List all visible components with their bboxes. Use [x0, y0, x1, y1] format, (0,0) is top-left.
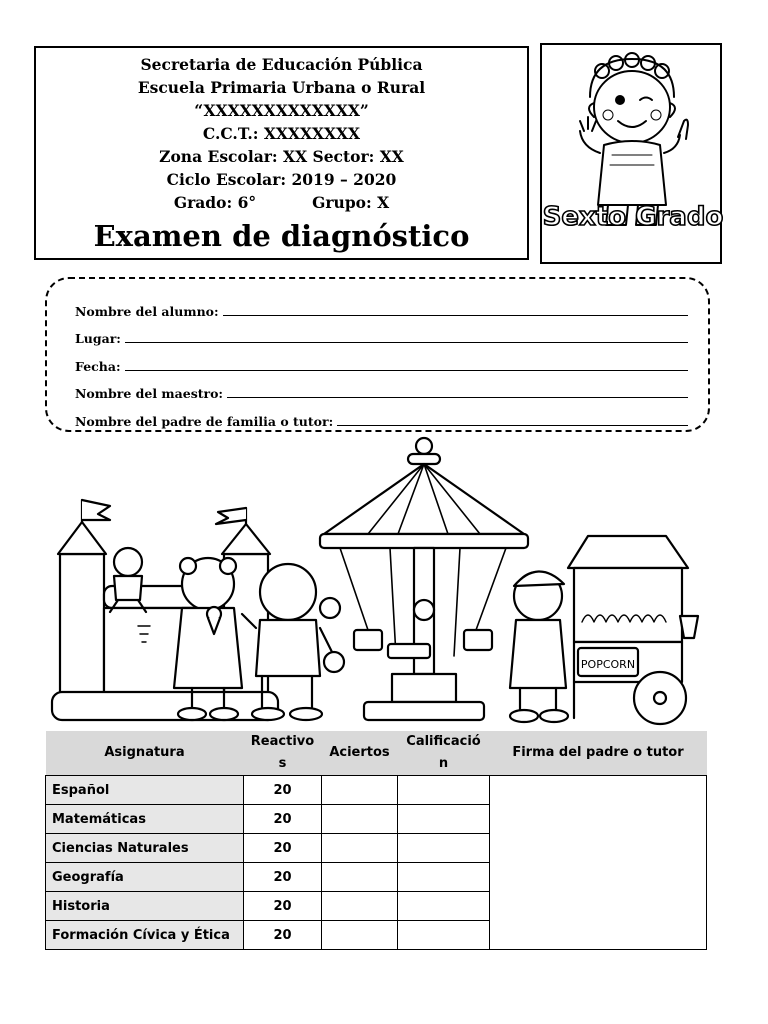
header-asignatura: Asignatura	[46, 731, 244, 776]
aciertos-cell[interactable]	[322, 834, 398, 863]
field-label: Fecha:	[75, 358, 121, 374]
field-label: Nombre del maestro:	[75, 386, 224, 401]
calificacion-cell[interactable]	[398, 805, 490, 834]
reactivos-cell: 20	[244, 776, 322, 805]
grades-table	[45, 731, 707, 950]
header-firma: Firma del padre o tutor	[490, 731, 707, 776]
aciertos-cell[interactable]	[322, 805, 398, 834]
sexto-grado-text: Sexto Grado	[542, 202, 724, 232]
aciertos-cell[interactable]	[322, 863, 398, 892]
popcorn-sign-text: POPCORN	[580, 658, 636, 671]
subject-cell: Geografía	[46, 863, 244, 892]
field-lugar	[75, 319, 688, 347]
popcorn-cart-icon	[568, 536, 698, 724]
reactivos-cell: 20	[244, 805, 322, 834]
calificacion-cell[interactable]	[398, 921, 490, 950]
child-cartoon-icon	[542, 45, 724, 266]
bounce-castle-icon	[52, 500, 278, 720]
grade-logo	[540, 43, 722, 264]
header-line-secretaria: Secretaria de Educación Pública	[140, 55, 423, 74]
swing-carousel-icon	[320, 438, 528, 720]
blank-line[interactable]	[223, 314, 688, 316]
subject-cell: Matemáticas	[46, 805, 244, 834]
blank-line[interactable]	[337, 424, 688, 426]
field-padre-tutor	[75, 401, 688, 429]
aciertos-cell[interactable]	[322, 921, 398, 950]
header-line-zona: Zona Escolar: XX Sector: XX	[159, 147, 404, 166]
reactivos-cell: 20	[244, 921, 322, 950]
header-calificacion-b: n	[438, 756, 449, 771]
subject-cell: Formación Cívica y Ética	[46, 921, 244, 950]
table-row	[46, 776, 707, 805]
field-fecha	[75, 346, 688, 374]
subject-cell: Ciencias Naturales	[46, 834, 244, 863]
header-calificacion	[398, 731, 490, 776]
header-line-school-name: “XXXXXXXXXXXXX”	[194, 101, 369, 120]
blank-line[interactable]	[125, 341, 688, 343]
field-label: Nombre del alumno:	[75, 303, 219, 319]
exam-title: Examen de diagnóstico	[93, 219, 470, 253]
vendor-boy-icon	[510, 571, 568, 722]
table-header-row	[46, 731, 707, 776]
grupo-label: Grupo: X	[312, 193, 390, 212]
reactivos-cell: 20	[244, 892, 322, 921]
field-nombre-alumno	[75, 291, 688, 319]
header-reactivos-a: Reactivo	[250, 734, 315, 749]
aciertos-cell[interactable]	[322, 892, 398, 921]
header-line-ciclo: Ciclo Escolar: 2019 – 2020	[166, 170, 397, 189]
firma-cell[interactable]	[490, 776, 707, 950]
header-line-grado-grupo	[36, 191, 527, 214]
header-line-escuela: Escuela Primaria Urbana o Rural	[137, 78, 426, 97]
subject-cell: Historia	[46, 892, 244, 921]
reactivos-cell: 20	[244, 863, 322, 892]
header-calificacion-a: Calificació	[406, 734, 481, 749]
fair-illustration	[48, 436, 708, 728]
blank-line[interactable]	[125, 369, 688, 371]
field-nombre-maestro	[75, 374, 688, 402]
school-header	[34, 46, 529, 260]
header-reactivos	[244, 731, 322, 776]
field-label: Lugar:	[75, 331, 121, 346]
calificacion-cell[interactable]	[398, 863, 490, 892]
header-line-cct: C.C.T.: XXXXXXXX	[202, 124, 361, 143]
reactivos-cell: 20	[244, 834, 322, 863]
calificacion-cell[interactable]	[398, 776, 490, 805]
field-label: Nombre del padre de familia o tutor:	[75, 413, 334, 429]
header-aciertos: Aciertos	[322, 731, 398, 776]
calificacion-cell[interactable]	[398, 892, 490, 921]
grado-label: Grado: 6°	[173, 193, 257, 212]
subject-cell: Español	[46, 776, 244, 805]
student-info-form	[45, 277, 710, 432]
blank-line[interactable]	[227, 396, 688, 398]
header-reactivos-b: s	[278, 756, 287, 771]
calificacion-cell[interactable]	[398, 834, 490, 863]
aciertos-cell[interactable]	[322, 776, 398, 805]
